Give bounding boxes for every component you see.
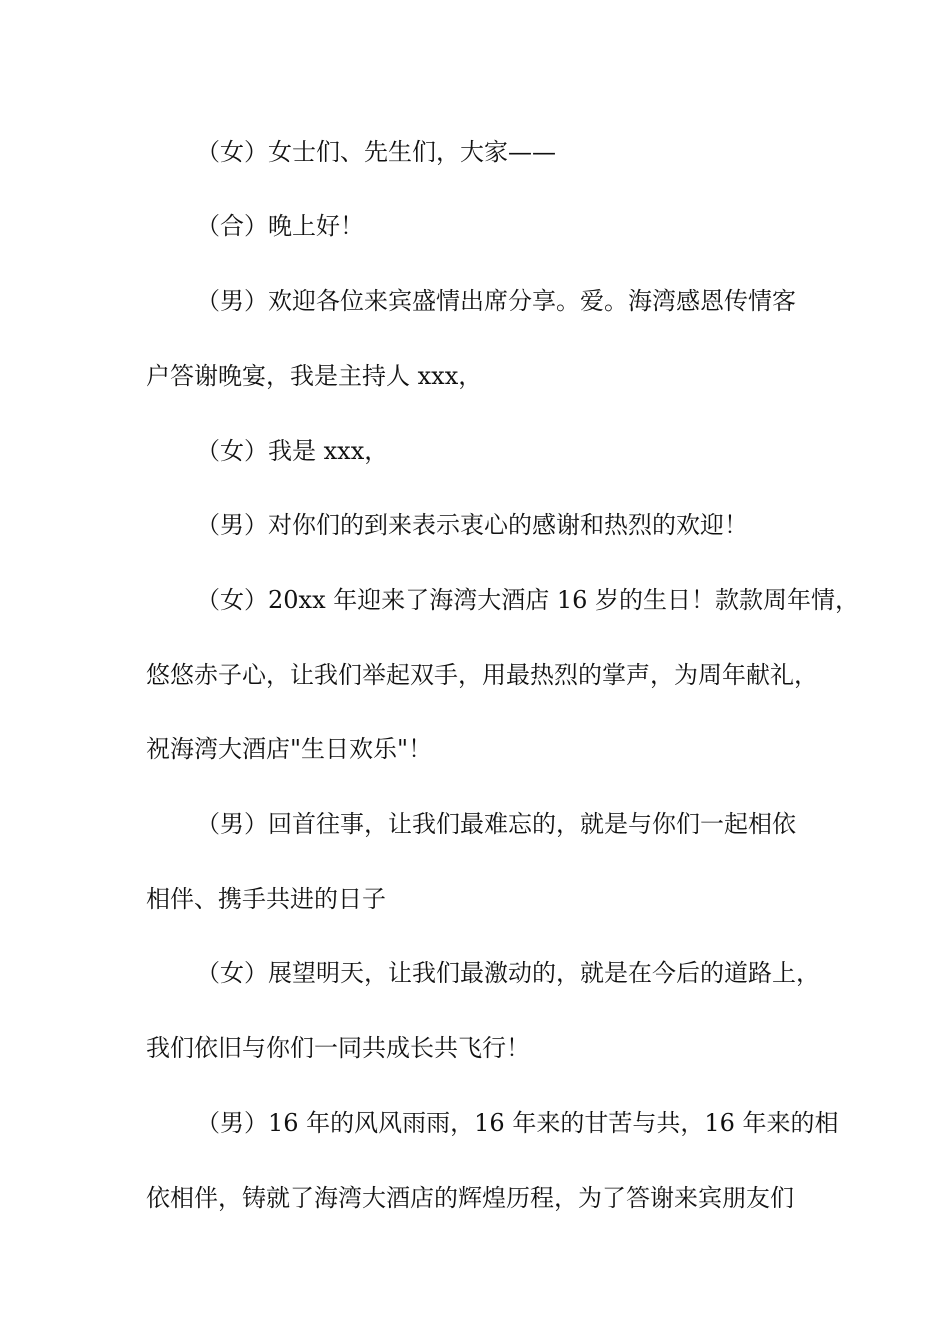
script-line: （女）我是 xxx， (196, 437, 389, 465)
script-line: （女）20xx 年迎来了海湾大酒店 16 岁的生日！款款周年情， (196, 586, 860, 614)
script-line: （合）晚上好！ (196, 212, 364, 240)
script-line: 祝海湾大酒店"生日欢乐"！ (146, 735, 433, 763)
script-line: （男）16 年的风风雨雨，16 年来的甘苦与共，16 年来的相 (196, 1109, 839, 1137)
script-line: （女）女士们、先生们，大家—— (196, 138, 556, 166)
script-line: （男）欢迎各位来宾盛情出席分享。爱。海湾感恩传情客 (196, 287, 796, 315)
script-line: 我们依旧与你们一同共成长共飞行！ (146, 1034, 530, 1062)
script-line: 悠悠赤子心，让我们举起双手，用最热烈的掌声，为周年献礼， (146, 661, 818, 689)
script-line: （女）展望明天，让我们最激动的，就是在今后的道路上， (196, 959, 820, 987)
script-line: 相伴、携手共进的日子 (146, 885, 386, 913)
script-line: 依相伴，铸就了海湾大酒店的辉煌历程，为了答谢来宾朋友们 (146, 1184, 794, 1212)
script-line: （男）对你们的到来表示衷心的感谢和热烈的欢迎！ (196, 511, 748, 539)
script-line: （男）回首往事，让我们最难忘的，就是与你们一起相依 (196, 810, 796, 838)
script-line: 户答谢晚宴，我是主持人 xxx， (146, 362, 483, 390)
